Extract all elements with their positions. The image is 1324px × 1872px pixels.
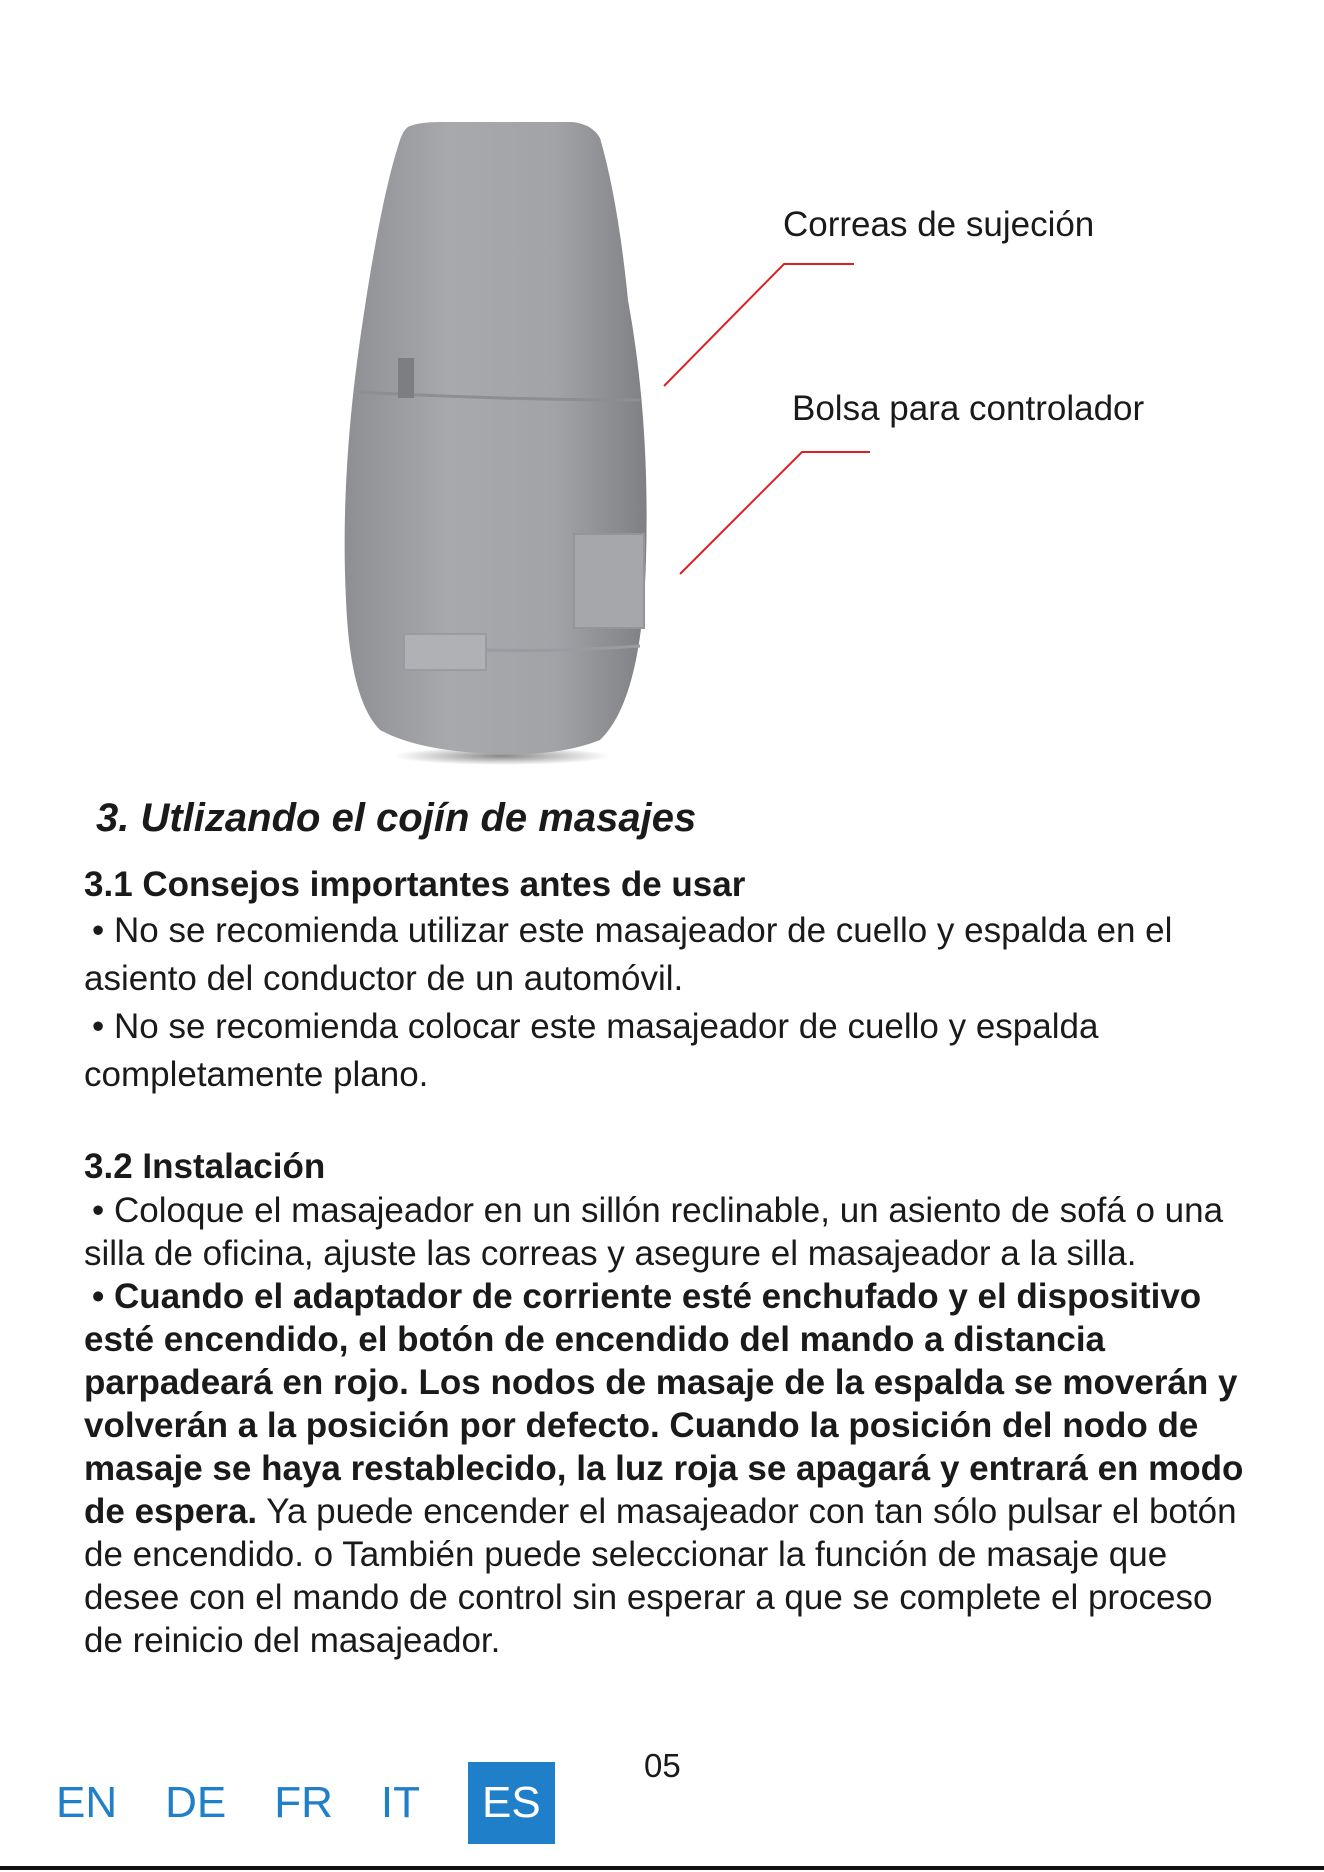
bullet-marker: • [92,1191,105,1230]
callout-line-straps [664,264,854,386]
tip-bullet-2-text: No se recomienda colocar este masajeador de cuello y espalda completamente plano. [84,1007,1099,1094]
install-bullet-1 [84,1189,1244,1275]
install-bullet-2 [84,1275,1244,1662]
page-number: 05 [644,1747,681,1784]
language-selector [56,1762,555,1844]
spacer [84,1099,1244,1145]
tip-bullet-1 [84,907,1244,1003]
cushion-strap-lower [404,634,486,670]
main-content [84,796,1244,1662]
lang-en[interactable]: EN [56,1778,118,1827]
lang-fr[interactable]: FR [274,1778,333,1827]
install-bullet-2-text: Ya puede encender el masajeador con tan sólo pulsar el botón de encendido. o También puede seleccionar la función de masaje que desee con el mando de control sin esperar a que se complete el proceso de reinicio del masajeador. [84,1492,1237,1660]
controller-pouch [574,534,644,628]
bullet-marker: • [92,1007,105,1046]
tip-bullet-2 [84,1003,1244,1099]
install-bullet-1-text: Coloque el masajeador en un sillón reclinable, un asiento de sofá o una silla de oficina, ajuste las correas y asegure el masajeador a la silla. [84,1191,1224,1273]
tip-bullet-1-text: No se recomienda utilizar este masajeador de cuello y espalda en el asiento del conductor de un automóvil. [84,911,1173,998]
section-title: 3. Utlizando el cojín de masajes [96,796,697,840]
bottom-rule [0,1866,1324,1870]
cushion-body [345,122,647,754]
install-bullet-2-bold-text: Cuando el adaptador de corriente esté enchufado y el dispositivo esté encendido, el botón de encendido del mando a distancia parpadeará en rojo. Los nodos de masaje de la espalda se moverán y volverán a la posición por defecto. Cuando la posición del nodo de masaje se haya restablecido, la luz roja se apagará y entrará en modo de espera. [84,1277,1244,1531]
bullet-marker: • [92,911,105,950]
lang-es-active[interactable]: ES [468,1762,555,1844]
callout-straps-label: Correas de sujeción [783,205,1095,244]
cushion-strap-upper [398,358,414,398]
bullet-marker: • [92,1277,105,1316]
callout-pouch-label: Bolsa para controlador [792,389,1145,428]
lang-it[interactable]: IT [380,1778,421,1827]
subheading-installation: 3.2 Instalación [84,1147,326,1186]
subheading-tips: 3.1 Consejos importantes antes de usar [84,865,746,904]
callout-line-pouch [680,452,870,574]
lang-de[interactable]: DE [165,1778,227,1827]
product-figure [0,0,1324,780]
